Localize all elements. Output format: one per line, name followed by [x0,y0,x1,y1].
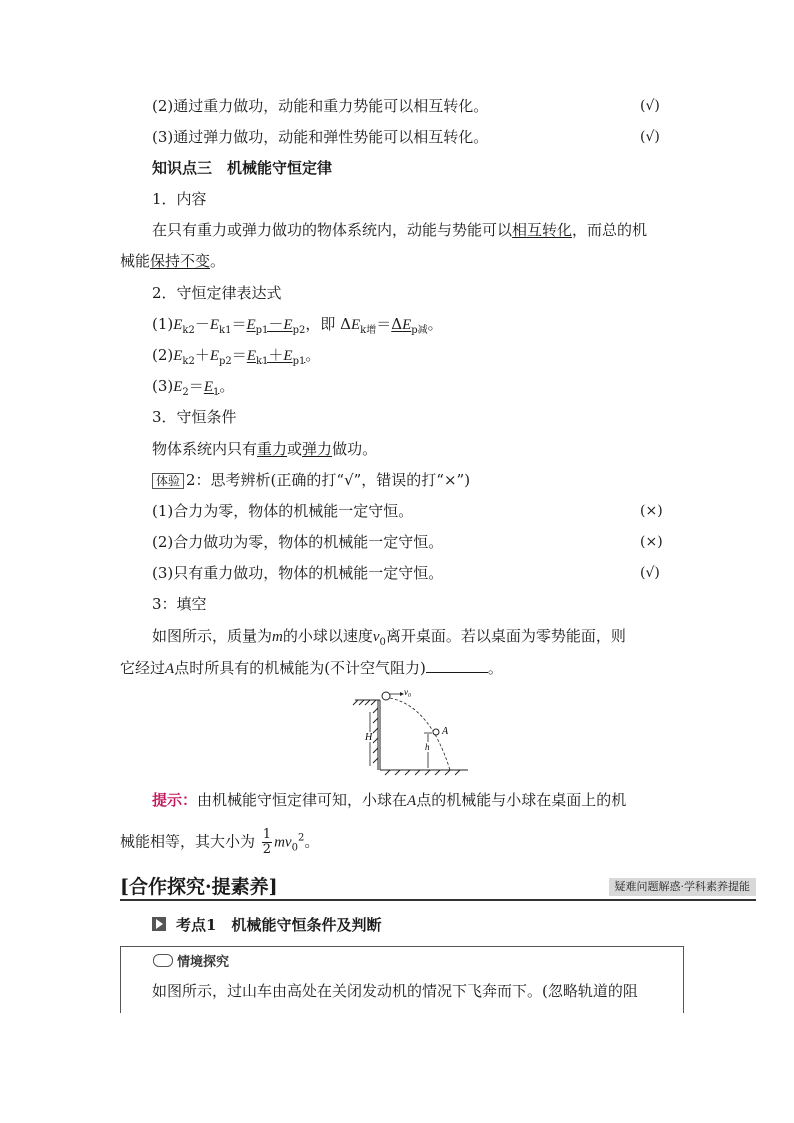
exp-mark-1: (×) [640,503,663,519]
condition-heading: 3．守恒条件 [152,408,237,426]
section-heading-3: 知识点三 机械能守恒定律 [152,159,333,177]
content-paragraph-line2: 械能保持不变。 [120,252,226,270]
section-header [120,874,756,900]
section-tag: 疑难问题解惑·学科素养提能 [609,878,757,896]
fill-question-line1: 如图所示，质量为m的小球以速度$v_0$离开桌面。若以桌面为零势能面，则 [152,627,626,648]
content-paragraph-line1: 在只有重力或弹力做功的物体系统内，动能与势能可以相互转化，而总的机 [152,221,648,239]
trajectory [390,698,450,770]
ball-at-A [433,729,439,735]
expression-2: $(2)E_{k2}+E_{p2}=E_{k1}+E_{p1}$。 [152,346,321,367]
scenario-text: 如图所示，过山车由高处在关闭发动机的情况下飞奔而下。(忽略轨道的阻 [152,982,638,1000]
exp-item-2: (2)合力做功为零，物体的机械能一定守恒。 [152,533,444,551]
hint-line2: 械能相等，其大小为 $\frac{1}{2}$ $mv_0^2$。 [120,827,320,857]
scenario-head: 情境探究 [153,951,229,970]
A-label: A [442,726,449,737]
expression-3: $(3)E_2=E_1$。 [152,377,235,398]
hint-line1: 提示：由机械能守恒定律可知，小球在A点的机械能与小球在桌面上的机 [152,791,627,809]
exp-item-1: (1)合力为零，物体的机械能一定守恒。 [152,502,414,520]
answer-blank [426,657,488,673]
exp-item-3: (3)只有重力做功，物体的机械能一定守恒。 [152,564,444,582]
judge-item-2: (2)通过重力做功，动能和重力势能可以相互转化。 [152,97,489,115]
section-title: [合作探究·提素养] [120,876,278,898]
kaodian-heading: 考点1 机械能守恒条件及判断 [152,914,381,936]
expression-1: $(1)E_{k2}-E_{k1}=E_{p1}-E_{p2}$，即 $\Delta E_{k增}=\Delta E_{p减}$。 [152,315,443,336]
fill-question-line2: 它经过A点时所具有的机械能为(不计空气阻力) 。 [120,659,503,677]
projectile-figure [350,686,470,776]
hint-label: 提示： [152,791,198,809]
ball [382,692,390,700]
judge-mark-2: (√) [640,98,660,114]
play-triangle-icon [152,917,166,931]
judge-item-3: (3)通过弹力做功，动能和弹性势能可以相互转化。 [152,128,489,146]
content-heading: 1．内容 [152,190,207,208]
v0-label: v₀ [404,687,412,697]
section-rule [120,899,756,901]
experience-2-title: 体验 2：思考辨析(正确的打“√”，错误的打“×”) [152,470,470,490]
fill-heading: 3：填空 [152,595,207,613]
H-label: H [365,732,373,743]
scenario-box [120,946,684,1013]
fraction: $\frac{1}{2}$ [262,827,272,857]
scenario-icon [153,954,173,967]
judge-mark-3: (√) [640,129,660,145]
expression-heading: 2．守恒定律表达式 [152,284,282,302]
h-label: h [425,742,430,752]
exp-mark-2: (×) [640,534,663,550]
ground [380,770,468,775]
exp-mark-3: (√) [640,565,660,581]
condition-text: 物体系统内只有重力或弹力做功。 [152,440,378,458]
tiyan-badge: 体验 [152,473,184,489]
